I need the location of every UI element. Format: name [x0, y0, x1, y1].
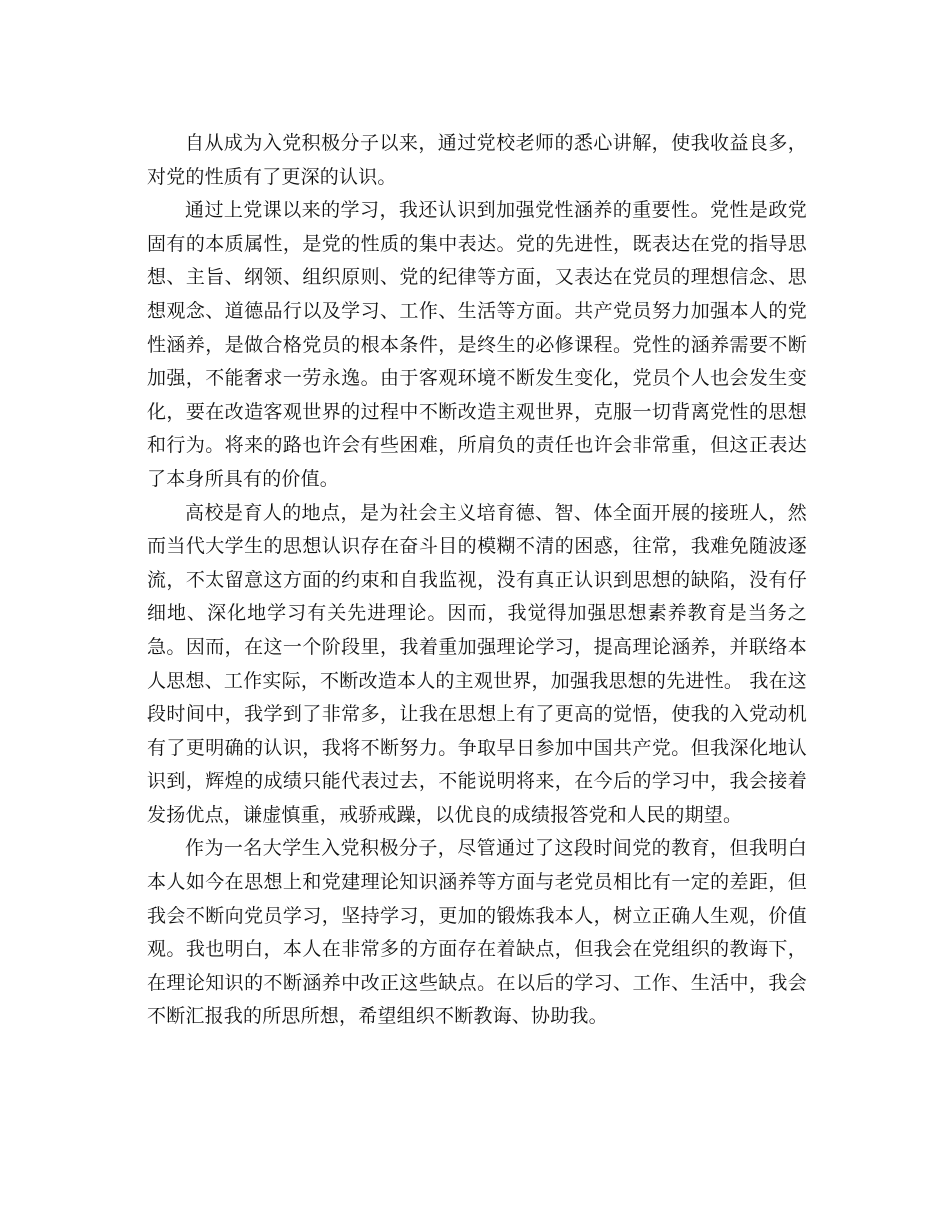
paragraph-1: 自从成为入党积极分子以来，通过党校老师的悉心讲解，使我收益良多，对党的性质有了更深的认识。	[147, 132, 807, 188]
paragraph-4: 作为一名大学生入党积极分子，尽管通过了这段时间党的教育，但我明白本人如今在思想上和党建理论知识涵养等方面与老党员相比有一定的差距，但我会不断向党员学习，坚持学习，更加的锻炼我本人，树立正确人生观，价值观。我也明白，本人在非常多的方面存在着缺点，但我会在党组织的教诲下，在理论知识的不断涵养中改正这些缺点。在以后的学习、工作、生活中，我会不断汇报我的所思所想，希望组织不断教诲、协助我。	[147, 837, 807, 1028]
paragraph-2: 通过上党课以来的学习，我还认识到加强党性涵养的重要性。党性是政党固有的本质属性，是党的性质的集中表达。党的先进性，既表达在党的指导思想、主旨、纲领、组织原则、党的纪律等方面，又表达在党员的理想信念、思想观念、道德品行以及学习、工作、生活等方面。共产党员努力加强本人的党性涵养，是做合格党员的根本条件，是终生的必修课程。党性的涵养需要不断加强，不能奢求一劳永逸。由于客观环境不断发生变化，党员个人也会发生变化，要在改造客观世界的过程中不断改造主观世界，克服一切背离党性的思想和行为。将来的路也许会有些困难，所肩负的责任也许会非常重，但这正表达了本身所具有的价值。	[147, 199, 807, 490]
paragraph-3: 高校是育人的地点，是为社会主义培育德、智、体全面开展的接班人，然而当代大学生的思想认识存在奋斗目的模糊不清的困惑，往常，我难免随波逐流，不太留意这方面的约束和自我监视，没有真正认识到思想的缺陷，没有仔细地、深化地学习有关先进理论。因而，我觉得加强思想素养教育是当务之急。因而，在这一个阶段里，我着重加强理论学习，提高理论涵养，并联络本人思想、工作实际，不断改造本人的主观世界，加强我思想的先进性。 我在这段时间中，我学到了非常多，让我在思想上有了更高的觉悟，使我的入党动机有了更明确的认识，我将不断努力。争取早日参加中国共产党。但我深化地认识到，辉煌的成绩只能代表过去，不能说明将来，在今后的学习中，我会接着发扬优点，谦虚慎重，戒骄戒躁，以优良的成绩报答党和人民的期望。	[147, 501, 807, 826]
document-body	[147, 127, 807, 1034]
